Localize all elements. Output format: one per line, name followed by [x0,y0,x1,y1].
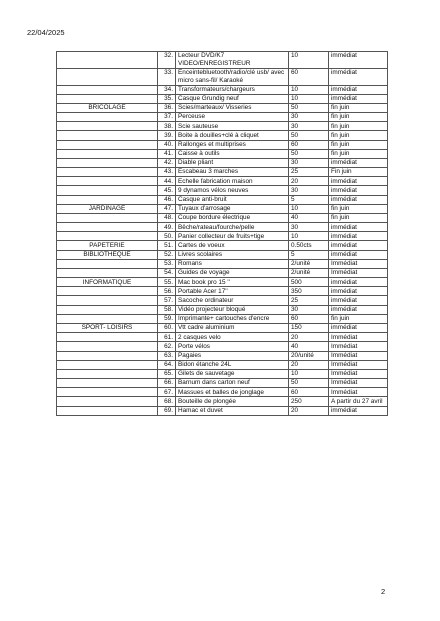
availability-cell: immédiat [329,250,388,259]
item-number-cell: 59. [158,314,176,323]
item-name-cell: Vtt cadre aluminium [176,324,289,333]
availability-cell: Immédiat [329,259,388,268]
category-cell: INFORMATIQUE [57,278,158,287]
item-name-cell: Pagaies [176,351,289,360]
item-number-cell: 44. [158,177,176,186]
availability-cell: immédiat [329,241,388,250]
quantity-price-cell: 30 [289,305,329,314]
availability-cell: fin juin [329,113,388,122]
availability-cell: fin juin [329,204,388,213]
availability-cell: immédiat [329,195,388,204]
item-number-cell: 34. [158,85,176,94]
availability-cell: immédiat [329,52,388,69]
page-number: 2 [381,587,386,596]
item-name-cell: Casque Grundig neuf [176,94,289,103]
quantity-price-cell: 0.50cts [289,241,329,250]
category-cell: BRICOLAGE [57,103,158,112]
table-row [57,305,388,314]
category-cell [57,122,158,131]
item-number-cell: 47. [158,204,176,213]
quantity-price-cell: 60 [289,388,329,397]
quantity-price-cell: 500 [289,278,329,287]
item-number-cell: 53. [158,259,176,268]
table-row [57,342,388,351]
availability-cell: immédiat [329,186,388,195]
item-name-cell: Diable pliant [176,158,289,167]
availability-cell: Immédiat [329,388,388,397]
availability-cell: fin juin [329,140,388,149]
category-cell [57,52,158,69]
category-cell: BIBLIOTHEQUE [57,250,158,259]
table-row [57,406,388,415]
category-cell [57,131,158,140]
category-cell [57,351,158,360]
availability-cell: immédiat [329,305,388,314]
table-row [57,195,388,204]
category-cell [57,287,158,296]
item-name-cell: Bouteille de plongée [176,397,289,406]
category-cell [57,149,158,158]
table-row [57,113,388,122]
quantity-price-cell: 10 [289,369,329,378]
item-number-cell: 68. [158,397,176,406]
quantity-price-cell: 10 [289,85,329,94]
category-cell [57,85,158,94]
quantity-price-cell: 20 [289,333,329,342]
quantity-price-cell: 25 [289,168,329,177]
quantity-price-cell: 30 [289,186,329,195]
item-number-cell: 55. [158,278,176,287]
category-cell [57,168,158,177]
category-cell [57,232,158,241]
item-name-cell: Bêche/rateau/fourche/pelle [176,223,289,232]
table-row [57,314,388,323]
availability-cell: immédiat [329,223,388,232]
item-name-cell: Boite à douilles+clé à cliquet [176,131,289,140]
quantity-price-cell: 20/unité [289,351,329,360]
category-cell: JARDINAGE [57,204,158,213]
item-number-cell: 35. [158,94,176,103]
quantity-price-cell: 20 [289,360,329,369]
category-cell [57,213,158,222]
category-cell [57,314,158,323]
item-name-cell: Tuyaux d'arrosage [176,204,289,213]
category-cell [57,68,158,85]
item-number-cell: 51. [158,241,176,250]
quantity-price-cell: 250 [289,397,329,406]
quantity-price-cell: 150 [289,324,329,333]
item-name-cell: Escabeau 3 marches [176,168,289,177]
availability-cell: Immédiat [329,268,388,277]
category-cell [57,342,158,351]
item-number-cell: 43. [158,168,176,177]
quantity-price-cell: 60 [289,314,329,323]
item-name-cell: Guides de voyage [176,268,289,277]
table-row [57,103,388,112]
item-name-cell: Livres scolaires [176,250,289,259]
item-number-cell: 62. [158,342,176,351]
item-name-cell: Romans [176,259,289,268]
quantity-price-cell: 30 [289,122,329,131]
category-cell [57,333,158,342]
table-row [57,324,388,333]
table-row [57,186,388,195]
item-number-cell: 58. [158,305,176,314]
category-cell [57,388,158,397]
availability-cell: immédiat [329,85,388,94]
item-number-cell: 57. [158,296,176,305]
quantity-price-cell: 60 [289,68,329,85]
table-row [57,388,388,397]
table-row [57,351,388,360]
item-number-cell: 50. [158,232,176,241]
category-cell: SPORT- LOISIRS [57,324,158,333]
item-name-cell: Perceuse [176,113,289,122]
item-name-cell: Panier collecteur de fruits+tige [176,232,289,241]
item-name-cell: 2 casques velo [176,333,289,342]
item-name-cell: Echelle fabrication maison [176,177,289,186]
availability-cell: immédiat [329,406,388,415]
table-row [57,149,388,158]
availability-cell: immédiat [329,287,388,296]
availability-cell: Immédiat [329,351,388,360]
table-row [57,397,388,406]
availability-cell: fin juin [329,131,388,140]
category-cell [57,113,158,122]
category-cell [57,94,158,103]
quantity-price-cell: 50 [289,103,329,112]
table-row [57,223,388,232]
item-name-cell: Portable Acer 17'' [176,287,289,296]
availability-cell: fin juin [329,314,388,323]
item-number-cell: 33. [158,68,176,85]
quantity-price-cell: 10 [289,94,329,103]
category-cell [57,223,158,232]
quantity-price-cell: 40 [289,342,329,351]
table-row [57,213,388,222]
category-cell [57,195,158,204]
table-row [57,241,388,250]
item-name-cell: Lecteur DVD/K7 VIDEO/ENREGISTREUR [176,52,289,69]
availability-cell: fin juin [329,103,388,112]
category-cell [57,177,158,186]
table-row [57,369,388,378]
item-number-cell: 37. [158,113,176,122]
item-name-cell: Massues et balles de jonglage [176,388,289,397]
item-name-cell: Bidon étanche 24L [176,360,289,369]
category-cell [57,305,158,314]
category-cell [57,379,158,388]
category-cell [57,158,158,167]
category-cell [57,259,158,268]
item-number-cell: 49. [158,223,176,232]
table-row [57,296,388,305]
item-name-cell: Imprimante+ cartouches d'encre [176,314,289,323]
table-row [57,122,388,131]
item-name-cell: Sacoche ordinateur [176,296,289,305]
availability-cell: A partir du 27 avril [329,397,388,406]
item-number-cell: 32. [158,52,176,69]
item-name-cell: Caisse à outils [176,149,289,158]
table-row [57,204,388,213]
item-name-cell: 9 dynamos vélos neuves [176,186,289,195]
quantity-price-cell: 50 [289,149,329,158]
table-row [57,94,388,103]
item-number-cell: 40. [158,140,176,149]
quantity-price-cell: 5 [289,250,329,259]
item-name-cell: Hamac et duvet [176,406,289,415]
table-row [57,158,388,167]
quantity-price-cell: 2/unité [289,259,329,268]
table-row [57,360,388,369]
quantity-price-cell: 25 [289,296,329,305]
category-cell [57,369,158,378]
table-row [57,52,388,69]
availability-cell: immédiat [329,94,388,103]
quantity-price-cell: 60 [289,140,329,149]
availability-cell: Immédiat [329,342,388,351]
availability-cell: fin juin [329,149,388,158]
category-cell [57,140,158,149]
table-row [57,250,388,259]
item-number-cell: 48. [158,213,176,222]
item-number-cell: 56. [158,287,176,296]
availability-cell: immédiat [329,296,388,305]
availability-cell: fin juin [329,213,388,222]
availability-cell: Immédiat [329,379,388,388]
availability-cell: Fin juin [329,168,388,177]
item-name-cell: Porte vélos [176,342,289,351]
availability-cell: immédiat [329,68,388,85]
availability-cell: immédiat [329,324,388,333]
item-name-cell: Mac book pro 15 '' [176,278,289,287]
inventory-table [56,51,388,416]
table-row [57,85,388,94]
item-number-cell: 64. [158,360,176,369]
availability-cell: immédiat [329,158,388,167]
item-number-cell: 36. [158,103,176,112]
availability-cell: Immédiat [329,333,388,342]
item-name-cell: Transformateurs/chargeurs [176,85,289,94]
item-number-cell: 54. [158,268,176,277]
item-name-cell: Coupe bordure électrique [176,213,289,222]
quantity-price-cell: 350 [289,287,329,296]
table-row [57,168,388,177]
category-cell [57,268,158,277]
quantity-price-cell: 20 [289,177,329,186]
quantity-price-cell: 10 [289,52,329,69]
item-number-cell: 60. [158,324,176,333]
quantity-price-cell: 5 [289,195,329,204]
item-number-cell: 38. [158,122,176,131]
quantity-price-cell: 30 [289,223,329,232]
table-row [57,268,388,277]
table-row [57,333,388,342]
quantity-price-cell: 10 [289,232,329,241]
item-number-cell: 65. [158,369,176,378]
item-number-cell: 42. [158,158,176,167]
category-cell: PAPETERIE [57,241,158,250]
item-number-cell: 69. [158,406,176,415]
category-cell [57,360,158,369]
availability-cell: fin juin [329,122,388,131]
table-row [57,131,388,140]
quantity-price-cell: 2/unité [289,268,329,277]
table-row [57,379,388,388]
item-number-cell: 45. [158,186,176,195]
item-number-cell: 67. [158,388,176,397]
quantity-price-cell: 10 [289,204,329,213]
availability-cell: Immédiat [329,360,388,369]
category-cell [57,406,158,415]
category-cell [57,296,158,305]
item-name-cell: Rallonges et multiprises [176,140,289,149]
item-number-cell: 63. [158,351,176,360]
item-number-cell: 41. [158,149,176,158]
category-cell [57,186,158,195]
quantity-price-cell: 50 [289,131,329,140]
table-row [57,278,388,287]
quantity-price-cell: 30 [289,113,329,122]
quantity-price-cell: 50 [289,379,329,388]
item-number-cell: 39. [158,131,176,140]
quantity-price-cell: 40 [289,213,329,222]
item-number-cell: 66. [158,379,176,388]
table-row [57,68,388,85]
item-name-cell: Cartes de voeux [176,241,289,250]
availability-cell: immédiat [329,278,388,287]
item-name-cell: Scie sauteuse [176,122,289,131]
item-name-cell: Scies/marteaux/ Visseries [176,103,289,112]
availability-cell: immédiat [329,177,388,186]
item-number-cell: 61. [158,333,176,342]
availability-cell: immédiat [329,232,388,241]
item-name-cell: Enceintebluetooth/radio/clé usb/ avec micro sans-fil/ Karaoké [176,68,289,85]
quantity-price-cell: 20 [289,406,329,415]
table-row [57,259,388,268]
availability-cell: Immédiat [329,369,388,378]
item-name-cell: Casque anti-bruit [176,195,289,204]
item-number-cell: 46. [158,195,176,204]
category-cell [57,397,158,406]
inventory-table-body [57,52,388,416]
table-row [57,177,388,186]
item-name-cell: Gilets de sauvetage [176,369,289,378]
page-date: 22/04/2025 [27,28,65,37]
item-name-cell: Vidéo projecteur bloqué [176,305,289,314]
table-row [57,232,388,241]
item-number-cell: 52. [158,250,176,259]
table-row [57,140,388,149]
table-row [57,287,388,296]
quantity-price-cell: 30 [289,158,329,167]
item-name-cell: Barnum dans carton neuf [176,379,289,388]
